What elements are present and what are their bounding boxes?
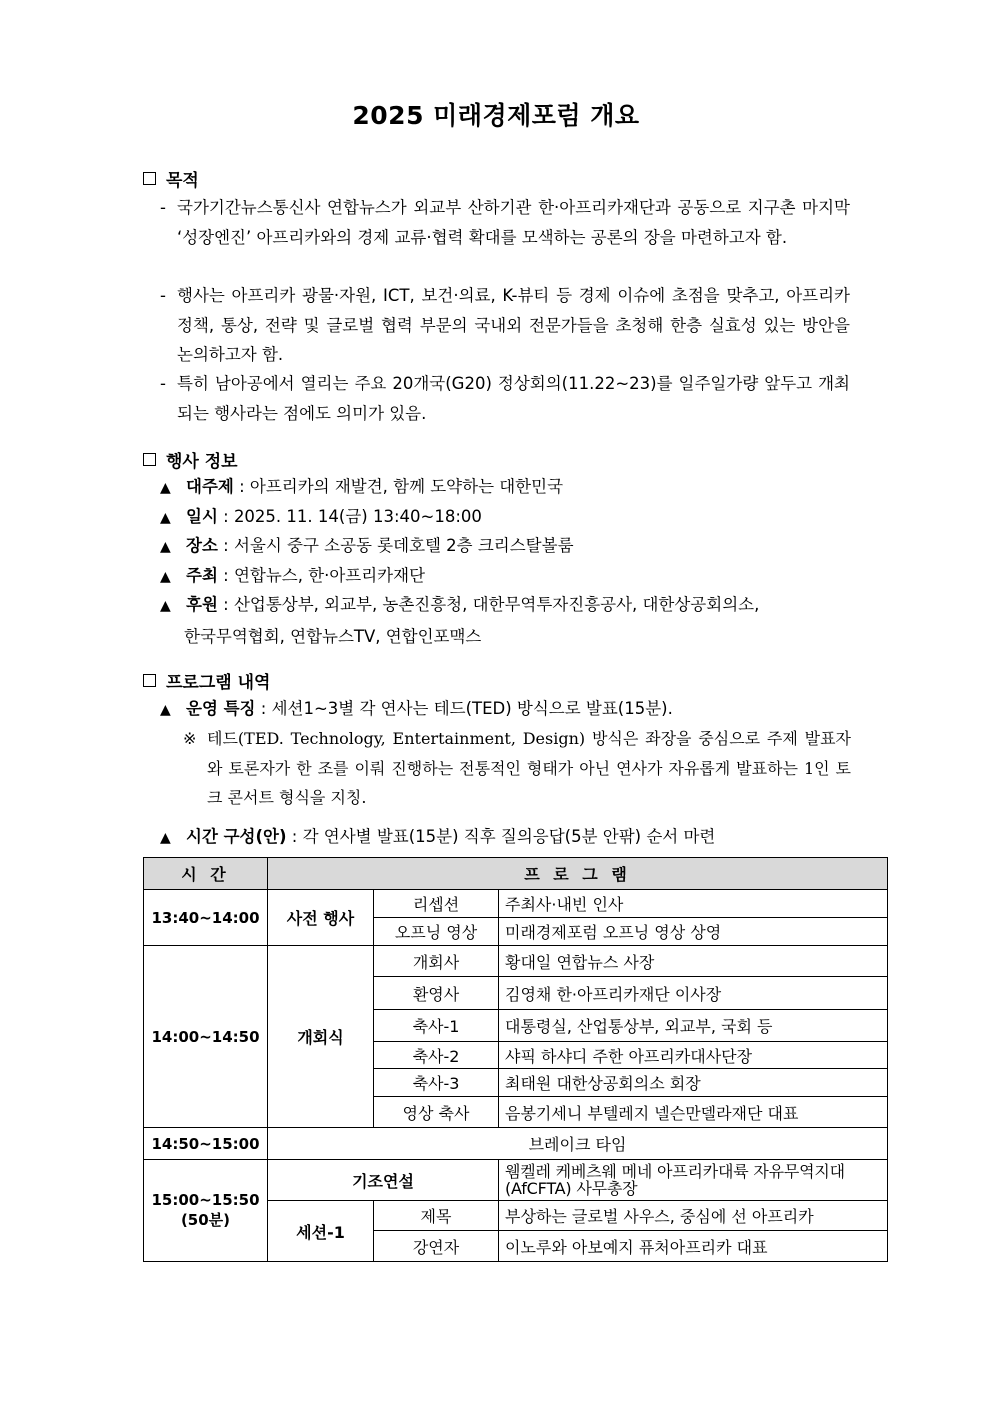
program-note-text: 테드(TED. Technology, Entertainment, Design) 방식은 좌장을 중심으로 주제 발표자와 토론자가 한 조를 이뤄 진행하는 전통적인 형태가 아닌 연사가 자유롭게 발표하는 1인 토크 콘서트 형식을 지칭. xyxy=(207,729,851,807)
event-venue xyxy=(160,531,852,563)
program-ops-label: 운영 특징 xyxy=(186,699,256,718)
event-date-label: 일시 xyxy=(186,507,218,526)
time-cell xyxy=(144,1160,268,1262)
sub-cell: 축사-3 xyxy=(374,1069,499,1097)
page-title: 2025 미래경제포럼 개요 xyxy=(352,101,640,130)
triangle-bullet-icon: ▲ xyxy=(160,830,171,846)
category-cell: 사전 행사 xyxy=(268,890,374,946)
table-row xyxy=(144,1160,888,1201)
time-cell: 14:50~15:00 xyxy=(144,1128,268,1160)
desc-cell: 최태원 대한상공회의소 회장 xyxy=(499,1069,888,1097)
time-text: 15:00~15:50 xyxy=(151,1191,260,1209)
desc-cell: 황대일 연합뉴스 사장 xyxy=(499,946,888,977)
section-program-heading xyxy=(143,668,270,693)
sub-cell: 환영사 xyxy=(374,977,499,1010)
event-sponsor-value: : 산업통상부, 외교부, 농촌진흥청, 대한무역투자진흥공사, 대한상공회의소, xyxy=(217,595,760,614)
desc-cell: 부상하는 글로벌 사우스, 중심에 선 아프리카 xyxy=(499,1201,888,1231)
desc-cell: 김영채 한·아프리카재단 이사장 xyxy=(499,977,888,1010)
program-time xyxy=(160,822,852,854)
desc-cell: 샤픽 하샤디 주한 아프리카대사단장 xyxy=(499,1042,888,1069)
event-sponsor xyxy=(160,590,852,651)
sub-cell: 축사-2 xyxy=(374,1042,499,1069)
event-date-value: : 2025. 11. 14(금) 13:40~18:00 xyxy=(217,507,482,526)
event-venue-label: 장소 xyxy=(186,536,218,555)
purpose-text: 행사는 아프리카 광물·자원, ICT, 보건·의료, K-뷰티 등 경제 이슈에 초점을 맞추고, 아프리카 정책, 통상, 전략 및 글로벌 협력 부문의 국내외 전문가들을 초청해 한층 실효성 있는 방안을 논의하고자 함. xyxy=(177,286,850,364)
keynote-desc-cell: 웸켈레 케베츠웨 메네 아프리카대륙 자유무역지대(AfCFTA) 사무총장 xyxy=(499,1160,888,1201)
purpose-item-1 xyxy=(160,193,850,252)
section-heading-text: 목적 xyxy=(166,171,199,191)
program-note xyxy=(183,724,851,813)
desc-cell: 대통령실, 산업통상부, 외교부, 국회 등 xyxy=(499,1010,888,1042)
event-venue-value: : 서울시 중구 소공동 롯데호텔 2층 크리스탈볼룸 xyxy=(217,536,574,555)
event-sponsor-value-cont: 한국무역협회, 연합뉴스TV, 연합인포맥스 xyxy=(184,626,482,646)
triangle-bullet-icon: ▲ xyxy=(160,598,171,614)
sub-cell: 오프닝 영상 xyxy=(374,918,499,946)
table-row xyxy=(144,1128,888,1160)
triangle-bullet-icon: ▲ xyxy=(160,702,171,718)
note-mark-icon: ※ xyxy=(183,729,197,748)
triangle-bullet-icon: ▲ xyxy=(160,510,171,526)
keynote-label-cell: 기조연설 xyxy=(268,1160,499,1201)
header-time: 시 간 xyxy=(144,858,268,890)
triangle-bullet-icon: ▲ xyxy=(160,539,171,555)
dash-icon: - xyxy=(160,374,166,393)
purpose-item-2 xyxy=(160,281,850,370)
break-cell: 브레이크 타임 xyxy=(268,1128,888,1160)
section-purpose-heading xyxy=(143,166,199,191)
sub-cell: 영상 축사 xyxy=(374,1097,499,1128)
event-theme-label: 대주제 xyxy=(186,477,234,496)
program-time-label: 시간 구성(안) xyxy=(186,827,287,846)
desc-cell: 미래경제포럼 오프닝 영상 상영 xyxy=(499,918,888,946)
program-time-value: : 각 연사별 발표(15분) 직후 질의응답(5분 안팎) 순서 마련 xyxy=(286,827,716,846)
desc-cell: 주최사·내빈 인사 xyxy=(499,890,888,918)
event-host xyxy=(160,561,852,593)
dash-icon: - xyxy=(160,198,166,217)
square-bullet-icon xyxy=(143,453,156,466)
event-sponsor-label: 후원 xyxy=(186,595,218,614)
triangle-bullet-icon: ▲ xyxy=(160,480,171,496)
purpose-text: 국가기간뉴스통신사 연합뉴스가 외교부 산하기관 한·아프리카재단과 공동으로 지구촌 마지막 ‘성장엔진’ 아프리카와의 경제 교류·협력 확대를 모색하는 공론의 장을 마련하고자 함. xyxy=(177,198,850,247)
sub-cell: 제목 xyxy=(374,1201,499,1231)
event-date xyxy=(160,502,852,534)
program-table xyxy=(143,857,888,1262)
sub-cell: 개회사 xyxy=(374,946,499,977)
section-event-info-heading xyxy=(143,447,238,472)
time-duration: (50분) xyxy=(180,1211,231,1229)
category-cell: 개회식 xyxy=(268,946,374,1128)
section-heading-text: 행사 정보 xyxy=(166,452,238,472)
program-ops-value: : 세션1~3별 각 연사는 테드(TED) 방식으로 발표(15분). xyxy=(255,699,673,718)
purpose-item-3 xyxy=(160,369,850,428)
desc-cell: 음봉기세니 부텔레지 넬슨만델라재단 대표 xyxy=(499,1097,888,1128)
sub-cell: 축사-1 xyxy=(374,1010,499,1042)
purpose-text: 특히 남아공에서 열리는 주요 20개국(G20) 정상회의(11.22~23)를 일주일가량 앞두고 개최되는 행사라는 점에도 의미가 있음. xyxy=(177,374,850,423)
table-row xyxy=(144,946,888,977)
section-heading-text: 프로그램 내역 xyxy=(166,673,271,693)
time-cell: 13:40~14:00 xyxy=(144,890,268,946)
event-theme-value: : 아프리카의 재발견, 함께 도약하는 대한민국 xyxy=(233,477,564,496)
table-row xyxy=(144,890,888,918)
dash-icon: - xyxy=(160,286,166,305)
time-cell: 14:00~14:50 xyxy=(144,946,268,1128)
desc-cell: 이노루와 아보예지 퓨처아프리카 대표 xyxy=(499,1231,888,1262)
header-program: 프 로 그 램 xyxy=(268,858,888,890)
program-ops xyxy=(160,694,852,726)
table-header-row xyxy=(144,858,888,890)
event-host-value: : 연합뉴스, 한·아프리카재단 xyxy=(217,566,426,585)
session-label-cell: 세션-1 xyxy=(268,1201,374,1262)
square-bullet-icon xyxy=(143,172,156,185)
sub-cell: 강연자 xyxy=(374,1231,499,1262)
sub-cell: 리셉션 xyxy=(374,890,499,918)
square-bullet-icon xyxy=(143,674,156,687)
triangle-bullet-icon: ▲ xyxy=(160,569,171,585)
event-theme xyxy=(160,472,852,504)
event-host-label: 주최 xyxy=(186,566,218,585)
